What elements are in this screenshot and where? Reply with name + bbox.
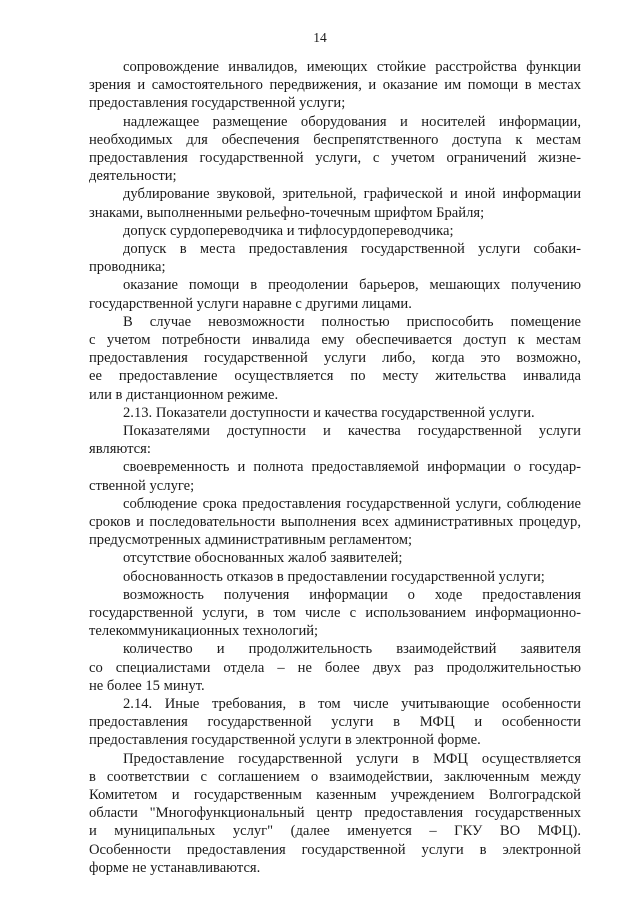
text-line: государственной услуги наравне с другими лицами. <box>89 295 412 312</box>
text-line: допуск в места предоставления государственной услуги собаки- <box>123 241 581 257</box>
text-line: дублирование звуковой, зрительной, графической и иной информации <box>123 186 581 203</box>
text-line: не более 15 минут. <box>89 677 205 694</box>
text-line: деятельности; <box>89 168 177 185</box>
text-line: области "Многофункциональный центр предоставления государственных <box>89 805 581 822</box>
text-line: форме не устанавливаются. <box>89 859 261 876</box>
section-heading: 2.14. Иные требования, в том числе учитывающие особенности <box>123 696 581 712</box>
text-line: обоснованность отказов в предоставлении государственной услуги; <box>123 568 545 585</box>
text-line: телекоммуникационных технологий; <box>89 623 319 640</box>
text-line: допуск сурдопереводчика и тифлосурдопереводчика; <box>123 222 454 239</box>
section-heading: предоставления государственной услуги в МФЦ и особенности <box>89 714 581 731</box>
text-line: сопровождение инвалидов, имеющих стойкие расстройства функции <box>123 59 581 75</box>
text-line: надлежащее размещение оборудования и носителей информации, <box>123 113 581 130</box>
text-line: знаками, выполненными рельефно-точечным шрифтом Брайля; <box>89 204 485 221</box>
text-line: в соответствии с соглашением о взаимодействии, заключенным между <box>89 768 581 785</box>
text-line: количество и продолжительность взаимодействий заявителя <box>123 641 581 658</box>
text-line: предоставления государственной услуги либо, когда это возможно, <box>89 350 581 367</box>
text-line: со специалистами отдела – не более двух раз продолжительностью <box>89 659 581 676</box>
text-line: ее предоставление осуществляется по месту жительства инвалида <box>89 368 581 385</box>
text-line: отсутствие обоснованных жалоб заявителей; <box>123 550 403 567</box>
text-line: соблюдение срока предоставления государственной услуги, соблюдение <box>123 495 581 512</box>
text-line: сроков и последовательности выполнения всех административных процедур, <box>89 514 581 530</box>
text-line: и муниципальных услуг" (далее именуется – ГКУ ВО МФЦ). <box>89 823 581 840</box>
section-heading: 2.13. Показатели доступности и качества государственной услуги. <box>123 404 535 421</box>
text-line: Предоставление государственной услуги в МФЦ осуществляется <box>123 750 581 767</box>
text-line: с учетом потребности инвалида ему обеспечивается доступ к местам <box>89 332 581 348</box>
text-line: являются: <box>89 441 151 458</box>
text-line: своевременность и полнота предоставляемой информации о государ- <box>123 459 581 476</box>
text-line: предоставления государственной услуги; <box>89 95 346 112</box>
text-line: Особенности предоставления государственной услуги в электронной <box>89 841 581 858</box>
text-line: предоставления государственной услуги, с учетом ограничений жизне- <box>89 150 581 166</box>
text-line: государственной услуги, в том числе с использованием информационно- <box>89 605 581 621</box>
page-number: 14 <box>313 30 327 45</box>
text-line: необходимых для обеспечения беспрепятственного доступа к местам <box>89 131 581 148</box>
text-line: зрения и самостоятельного передвижения, и оказание им помощи в местах <box>89 77 581 94</box>
text-line: Показателями доступности и качества государственной услуги <box>123 423 581 439</box>
text-line: предусмотренных административным регламентом; <box>89 532 413 549</box>
text-line: или в дистанционном режиме. <box>89 386 279 403</box>
text-line: возможность получения информации о ходе предоставления <box>123 586 581 603</box>
text-line: оказание помощи в преодолении барьеров, мешающих получению <box>123 277 581 294</box>
text-line: Комитетом и государственным казенным учреждением Волгоградской <box>89 787 581 803</box>
text-line: В случае невозможности полностью приспособить помещение <box>123 313 581 330</box>
text-line: ственной услуге; <box>89 477 195 494</box>
text-line: проводника; <box>89 259 166 276</box>
section-heading: предоставления государственной услуги в электронной форме. <box>89 732 481 749</box>
